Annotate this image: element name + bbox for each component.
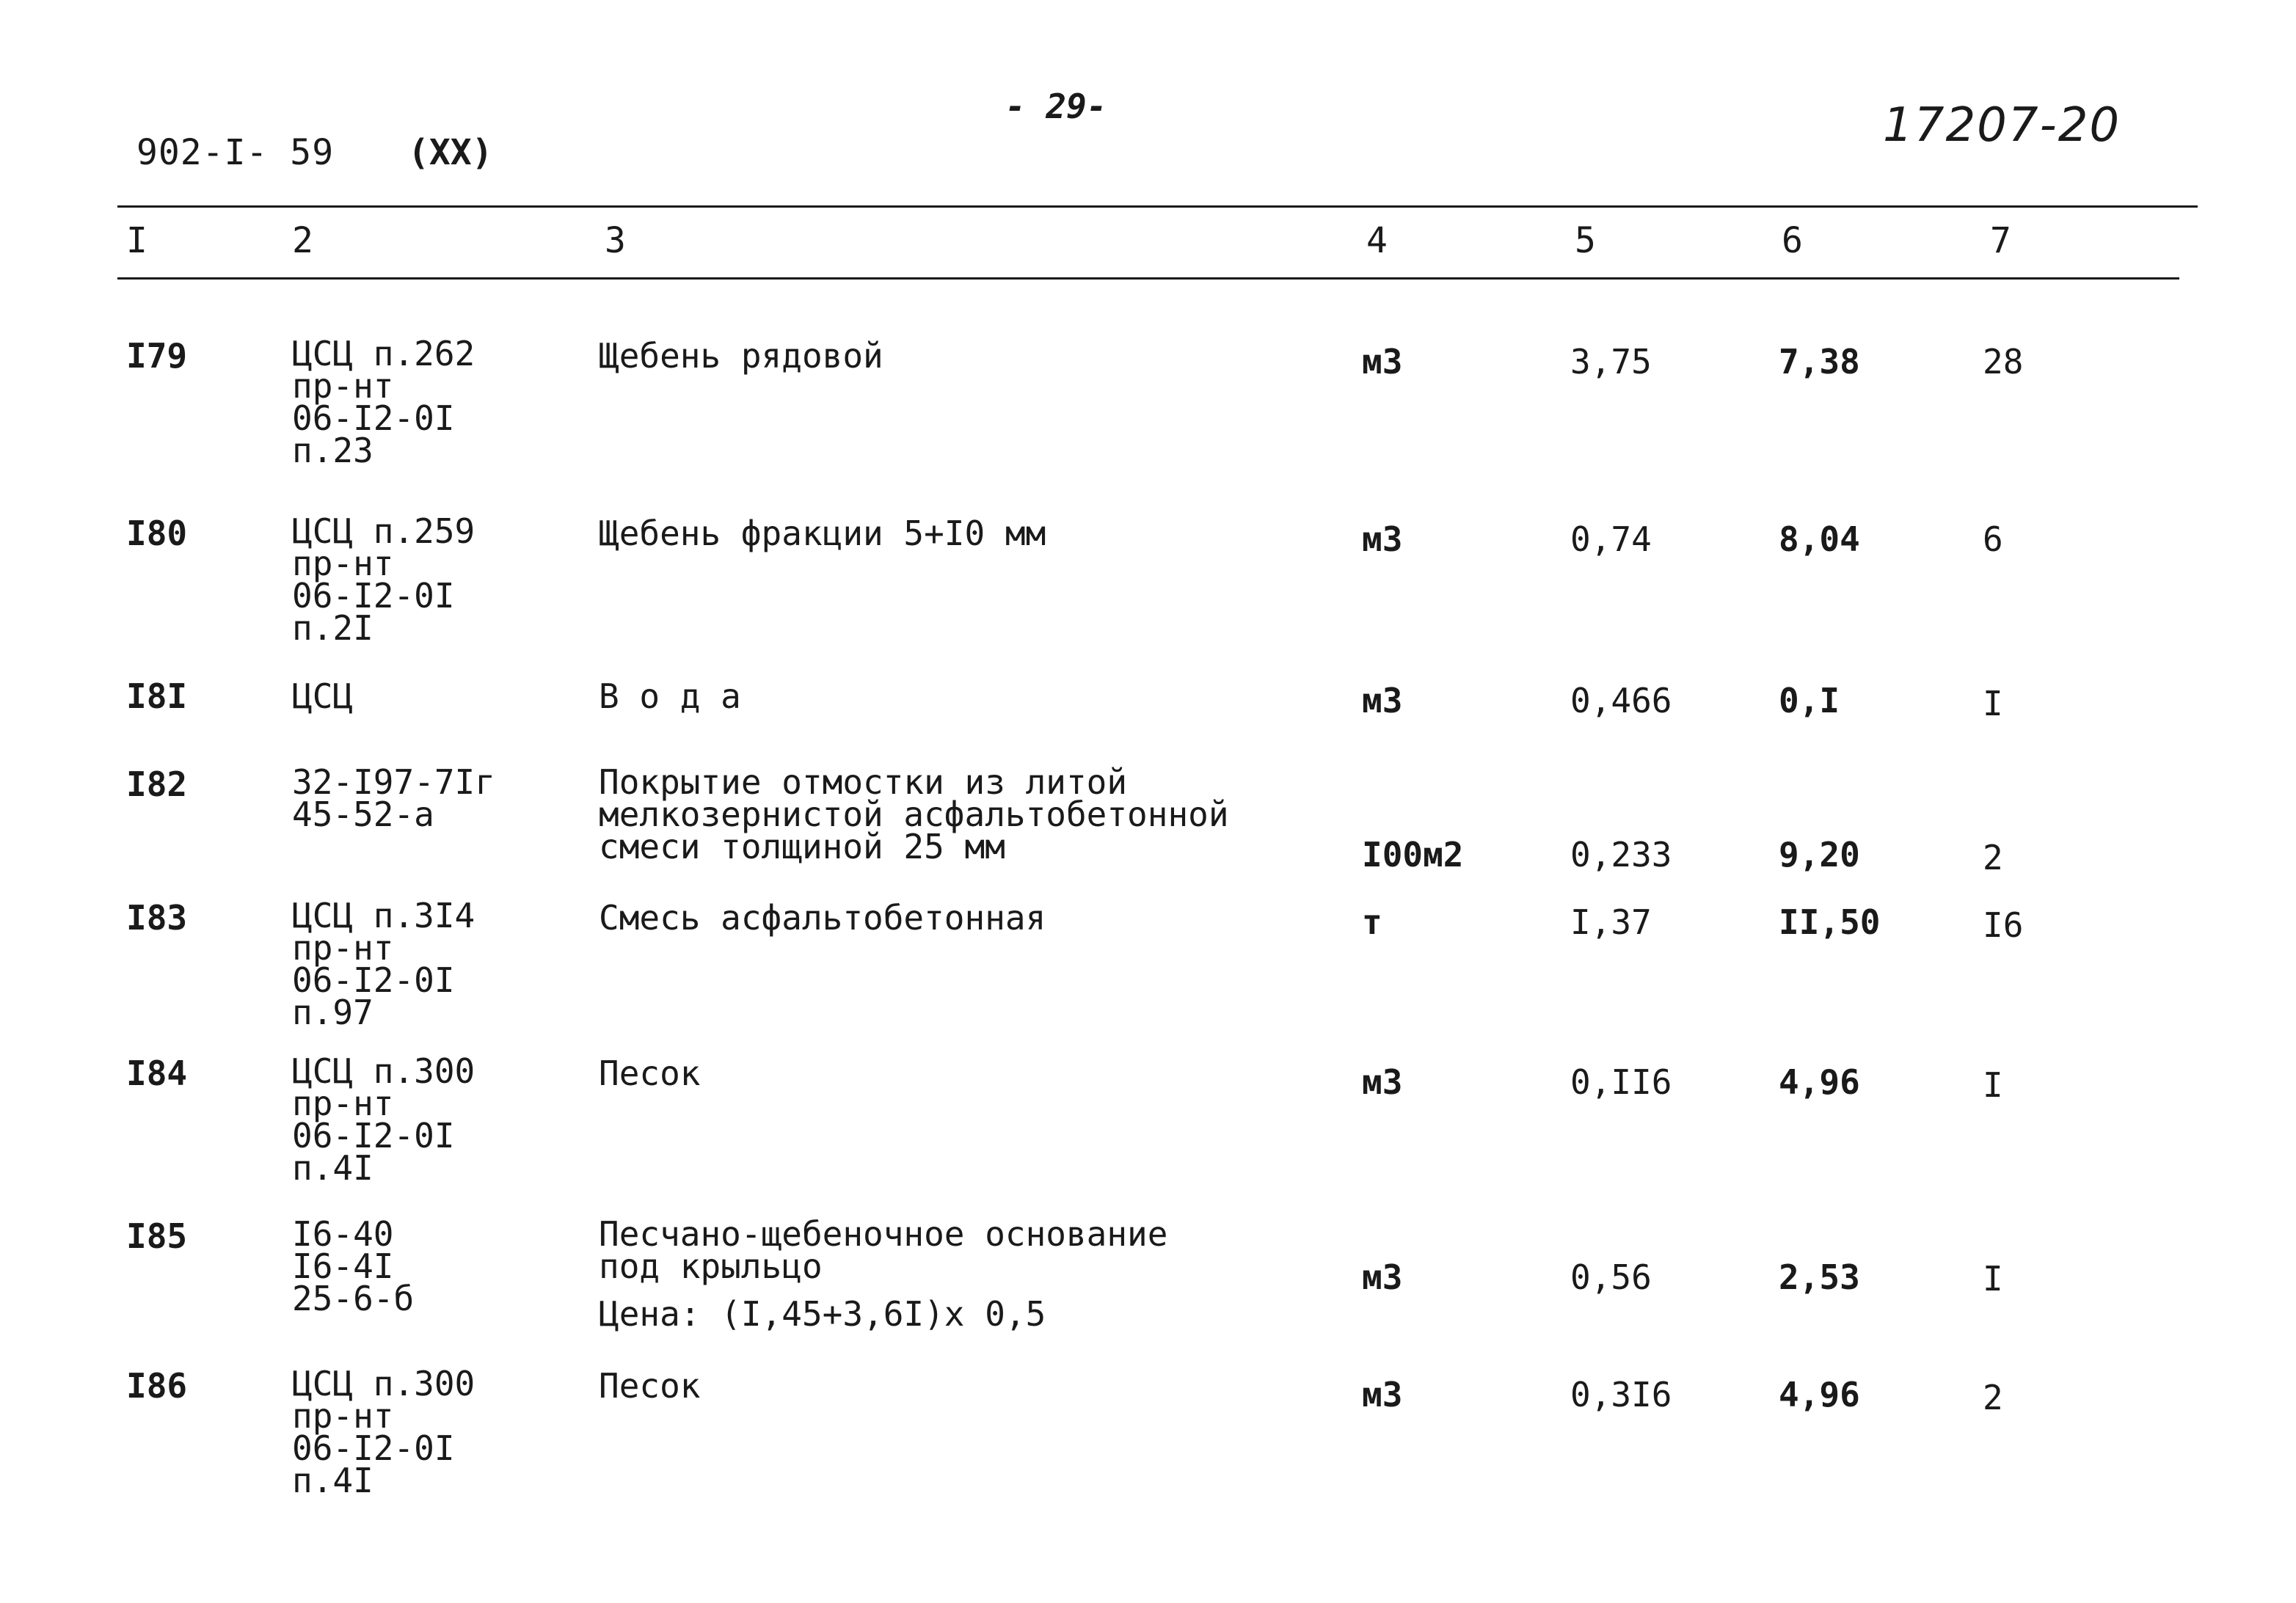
row-unit: м3 bbox=[1362, 1257, 1403, 1297]
row-unit-price: 8,04 bbox=[1779, 519, 1860, 559]
row-reference: 32-I97-7Iг 45-52-а bbox=[292, 762, 495, 834]
row-reference: ЦСЦ п.259 пр-нт 06-I2-0I п.2I bbox=[292, 511, 475, 648]
row-unit: I00м2 bbox=[1362, 835, 1464, 874]
row-reference: I6-40 I6-4I 25-6-б bbox=[292, 1214, 415, 1318]
row-number: I8I bbox=[126, 676, 188, 716]
column-header-3: 3 bbox=[605, 220, 626, 261]
row-unit-price: 7,38 bbox=[1779, 342, 1860, 381]
row-unit: м3 bbox=[1362, 681, 1403, 720]
row-number: I85 bbox=[126, 1216, 188, 1256]
document-code: 902-I- 59 bbox=[136, 132, 335, 173]
row-reference: ЦСЦ bbox=[292, 676, 354, 716]
row-unit: м3 bbox=[1362, 342, 1403, 381]
row-quantity: 0,466 bbox=[1570, 681, 1672, 720]
row-number: I82 bbox=[126, 764, 188, 804]
row-number: I80 bbox=[126, 514, 188, 553]
row-quantity: 0,II6 bbox=[1570, 1062, 1672, 1102]
archive-number: 17207-20 bbox=[1883, 98, 2121, 153]
row-quantity: 0,56 bbox=[1570, 1257, 1652, 1297]
row-description: Песок bbox=[599, 1366, 701, 1406]
column-header-4: 4 bbox=[1366, 220, 1388, 261]
row-total: I6 bbox=[1983, 905, 2024, 945]
row-quantity: 0,233 bbox=[1570, 835, 1672, 874]
row-description: Песок bbox=[599, 1054, 701, 1093]
row-description: Песчано-щебеночное основание под крыльцо Цена: (I,45+3,6I)х 0,5 bbox=[599, 1214, 1168, 1334]
price-note: Цена: (I,45+3,6I)х 0,5 bbox=[599, 1294, 1046, 1334]
row-description: Щебень фракции 5+I0 мм bbox=[599, 514, 1046, 553]
row-reference: ЦСЦ п.300 пр-нт 06-I2-0I п.4I bbox=[292, 1364, 475, 1500]
column-header-7: 7 bbox=[1990, 220, 2011, 261]
row-unit-price: 4,96 bbox=[1779, 1375, 1860, 1414]
row-unit: м3 bbox=[1362, 1062, 1403, 1102]
row-total: 2 bbox=[1983, 838, 2003, 877]
column-header-5: 5 bbox=[1575, 220, 1596, 261]
row-total: 2 bbox=[1983, 1378, 2003, 1417]
column-header-6: 6 bbox=[1782, 220, 1803, 261]
row-total: 28 bbox=[1983, 342, 2024, 381]
row-unit: т bbox=[1362, 902, 1382, 942]
row-number: I79 bbox=[126, 336, 188, 376]
row-description: Щебень рядовой bbox=[599, 336, 883, 376]
document-variant: (XX) bbox=[408, 132, 493, 173]
row-unit-price: II,50 bbox=[1779, 902, 1881, 942]
row-unit-price: 9,20 bbox=[1779, 835, 1860, 874]
row-number: I86 bbox=[126, 1366, 188, 1406]
column-header-1: I bbox=[126, 220, 147, 261]
row-unit-price: 4,96 bbox=[1779, 1062, 1860, 1102]
row-number: I84 bbox=[126, 1054, 188, 1093]
page-number: - 29- bbox=[1005, 87, 1107, 126]
row-total: 6 bbox=[1983, 519, 2003, 559]
row-unit-price: 0,I bbox=[1779, 681, 1840, 720]
row-description: Смесь асфальтобетонная bbox=[599, 898, 1046, 938]
row-unit-price: 2,53 bbox=[1779, 1257, 1860, 1297]
row-total: I bbox=[1983, 684, 2003, 723]
row-unit: м3 bbox=[1362, 1375, 1403, 1414]
row-reference: ЦСЦ п.3I4 пр-нт 06-I2-0I п.97 bbox=[292, 896, 475, 1032]
row-total: I bbox=[1983, 1065, 2003, 1105]
row-number: I83 bbox=[126, 898, 188, 938]
top-rule bbox=[117, 205, 2198, 208]
header-rule bbox=[117, 277, 2179, 280]
row-quantity: 0,3I6 bbox=[1570, 1375, 1672, 1414]
row-quantity: 3,75 bbox=[1570, 342, 1652, 381]
row-quantity: I,37 bbox=[1570, 902, 1652, 942]
row-quantity: 0,74 bbox=[1570, 519, 1652, 559]
row-reference: ЦСЦ п.262 пр-нт 06-I2-0I п.23 bbox=[292, 334, 475, 470]
row-reference: ЦСЦ п.300 пр-нт 06-I2-0I п.4I bbox=[292, 1051, 475, 1188]
column-header-2: 2 bbox=[292, 220, 313, 261]
row-total: I bbox=[1983, 1259, 2003, 1299]
row-description: Покрытие отмостки из литой мелкозернистой асфальтобетонной смеси толщиной 25 мм bbox=[599, 762, 1229, 866]
row-description: В о д а bbox=[599, 676, 741, 716]
row-unit: м3 bbox=[1362, 519, 1403, 559]
